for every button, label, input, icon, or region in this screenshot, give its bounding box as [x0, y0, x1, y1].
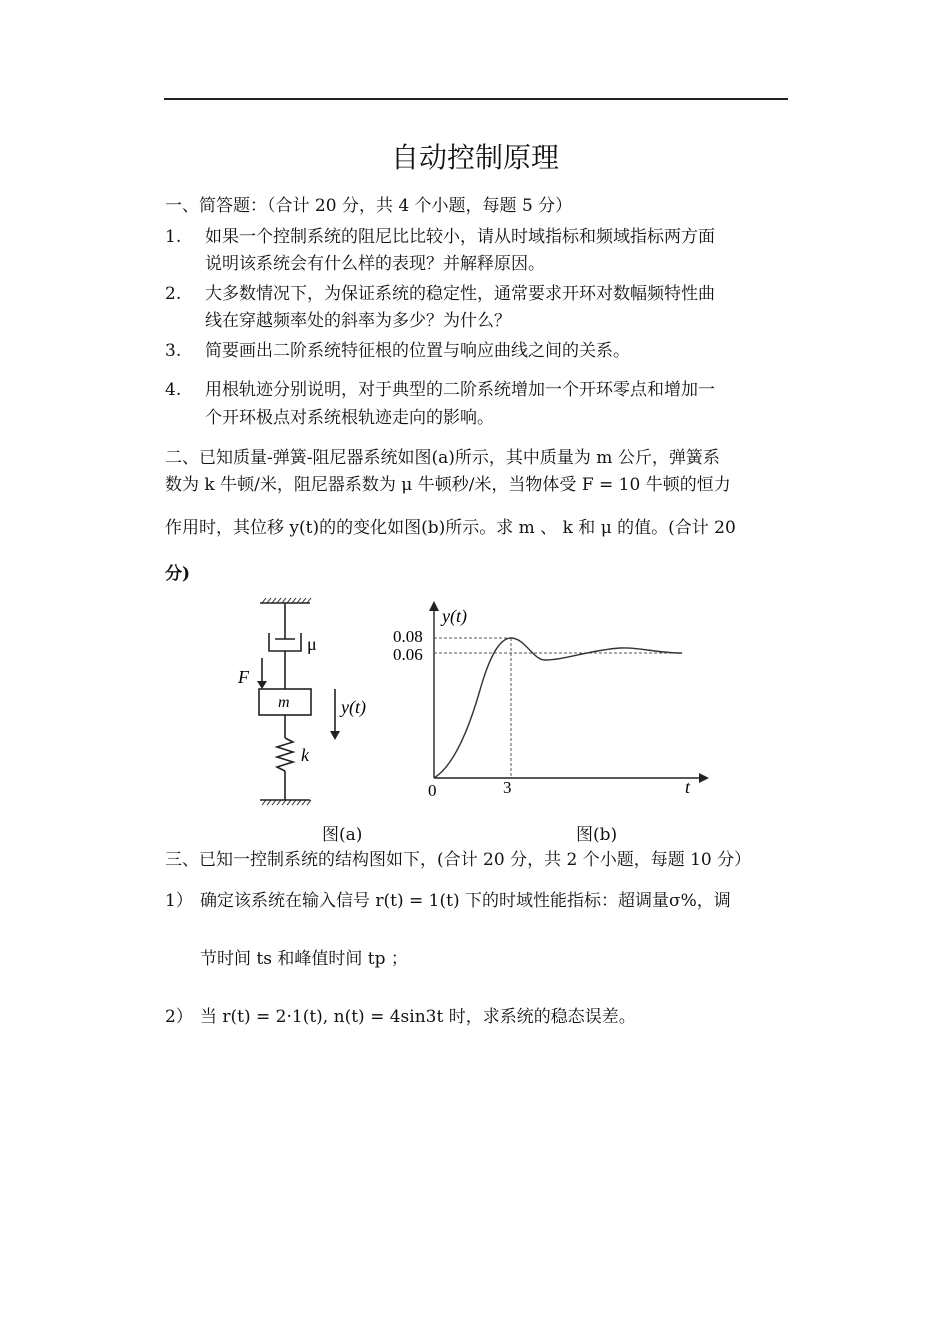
- item2-line2: 线在穿越频率处的斜率为多少？为什么？: [205, 311, 511, 331]
- item4-number: 4.: [165, 380, 182, 400]
- item1-line2: 说明该系统会有什么样的表现？并解释原因。: [205, 254, 545, 274]
- displacement-label: y(t): [341, 697, 366, 717]
- question1-line1: 确定该系统在输入信号 r(t) = 1(t) 下的时域性能指标：超调量σ%，调: [200, 891, 731, 911]
- section2-line1: 二、已知质量-弹簧-阻尼器系统如图(a)所示，其中质量为 m 公斤，弹簧系: [165, 448, 720, 468]
- force-label: F: [238, 667, 249, 687]
- y-axis-label: y(t): [442, 606, 467, 626]
- damper-label: μ: [307, 634, 317, 654]
- t-axis-arrowhead: [699, 773, 709, 783]
- question1-number: 1）: [165, 891, 193, 911]
- item3-line1: 简要画出二阶系统特征根的位置与响应曲线之间的关系。: [205, 341, 630, 361]
- force-arrowhead: [257, 681, 267, 689]
- tick-label-3: 3: [503, 778, 512, 797]
- question2-line: 当 r(t) = 2·1(t), n(t) = 4sin3t 时，求系统的稳态误差。: [200, 1007, 636, 1027]
- question1-line2: 节时间 ts 和峰值时间 tp ；: [200, 949, 408, 969]
- tick-label-0-08: 0.08: [393, 627, 423, 646]
- item4-line2: 个开环极点对系统根轨迹走向的影响。: [205, 408, 494, 428]
- item2-number: 2.: [165, 284, 182, 304]
- origin-label: 0: [428, 781, 437, 800]
- section2-line4: 分): [165, 564, 191, 584]
- t-axis-label: t: [685, 777, 691, 797]
- page-title: 自动控制原理: [390, 141, 559, 174]
- spring-label: k: [301, 745, 309, 765]
- item2-line1: 大多数情况下，为保证系统的稳定性，通常要求开环对数幅频特性曲: [205, 284, 715, 304]
- response-curve: [434, 638, 682, 778]
- header-rule: [164, 98, 788, 100]
- section1-heading: 一、简答题：（合计 20 分，共 4 个小题，每题 5 分）: [165, 196, 573, 216]
- figure-a-caption: 图(a): [322, 825, 363, 845]
- item4-line1: 用根轨迹分别说明，对于典型的二阶系统增加一个开环零点和增加一: [205, 380, 715, 400]
- item1-number: 1.: [165, 227, 182, 247]
- displacement-arrowhead: [330, 731, 340, 740]
- item1-line1: 如果一个控制系统的阻尼比比较小，请从时域指标和频域指标两方面: [205, 227, 715, 247]
- figure-a-diagram: [235, 595, 385, 810]
- mass-label: m: [278, 694, 290, 711]
- tick-label-0-06: 0.06: [393, 645, 423, 664]
- y-axis-arrowhead: [429, 601, 439, 611]
- section3-heading: 三、已知一控制系统的结构图如下，(合计 20 分，共 2 个小题，每题 10 分）: [165, 850, 752, 870]
- section2-line3: 作用时，其位移 y(t)的的变化如图(b)所示。求 m 、 k 和 μ 的值。(合计 20: [165, 518, 736, 538]
- item3-number: 3.: [165, 341, 182, 361]
- figure-b-caption: 图(b): [576, 825, 618, 845]
- question2-number: 2）: [165, 1007, 193, 1027]
- spring-coil: [277, 738, 293, 771]
- figure-b-chart: [385, 595, 720, 810]
- section2-line2: 数为 k 牛顿/米，阻尼器系数为 μ 牛顿秒/米，当物体受 F = 10 牛顿的恒力: [165, 475, 731, 495]
